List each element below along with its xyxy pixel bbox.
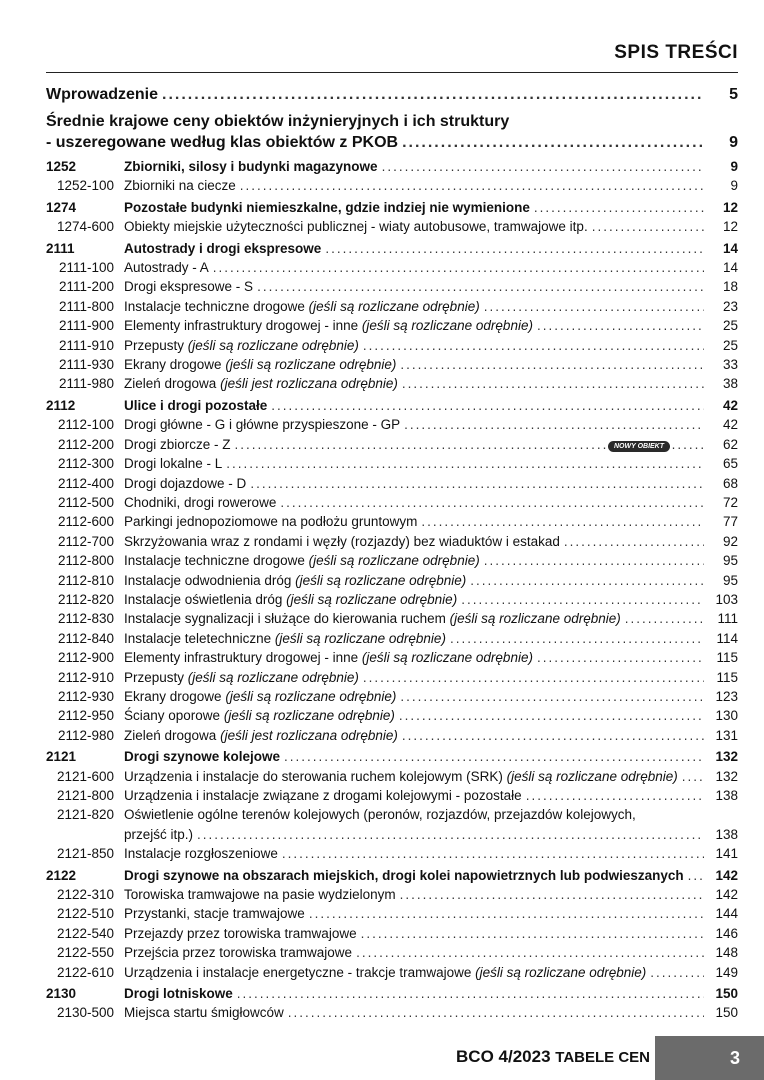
toc-entry-title-text: Torowiska tramwajowe na pasie wydzielonym bbox=[124, 887, 396, 903]
toc-entry-code: 2112-200 bbox=[57, 436, 114, 452]
toc-entry-row[interactable] bbox=[46, 747, 738, 766]
dot-leader bbox=[688, 866, 704, 885]
toc-entry-title-text: przejść itp.) bbox=[124, 826, 194, 842]
toc-entry-row[interactable] bbox=[46, 239, 738, 258]
toc-entry-page: 77 bbox=[722, 514, 738, 530]
toc-entry-code: 2111-910 bbox=[58, 337, 114, 353]
toc-entry-code: 2112-810 bbox=[57, 572, 114, 588]
dot-leader bbox=[484, 551, 704, 570]
toc-entry-title-text: Przystanki, stacje tramwajowe bbox=[124, 906, 305, 922]
dot-leader bbox=[650, 963, 704, 982]
toc-entry-page: 138 bbox=[715, 826, 738, 842]
toc-entry-page: 123 bbox=[715, 688, 738, 704]
footer-publication bbox=[380, 1047, 650, 1067]
toc-entry-row[interactable] bbox=[46, 454, 738, 473]
toc-entry-code: 2111-980 bbox=[58, 376, 114, 392]
toc-entry-page: 131 bbox=[715, 727, 738, 743]
toc-entry-row[interactable] bbox=[46, 825, 738, 844]
toc-entry-note: (jeśli są rozliczane odrębnie) bbox=[475, 964, 647, 980]
toc-entry-page: 42 bbox=[722, 417, 738, 433]
toc-entry-title-text: Elementy infrastruktury drogowej - inne bbox=[124, 318, 359, 334]
new-object-badge: NOWY OBIEKT bbox=[608, 441, 670, 452]
toc-entry-row[interactable] bbox=[46, 355, 738, 374]
toc-entry-page: 9 bbox=[730, 178, 738, 194]
dot-leader bbox=[400, 885, 704, 904]
toc-entry-code: 1252 bbox=[46, 159, 77, 174]
toc-entry-page: 150 bbox=[715, 986, 738, 1002]
toc-entry-page: 42 bbox=[722, 397, 738, 413]
dot-leader bbox=[288, 1003, 704, 1022]
toc-entry-row[interactable] bbox=[46, 571, 738, 590]
toc-entry-code: 2112-700 bbox=[57, 533, 114, 549]
toc-entry-code: 2121-850 bbox=[56, 846, 114, 862]
toc-entry-code: 2122-550 bbox=[56, 945, 114, 961]
dot-leader bbox=[257, 277, 704, 296]
toc-entry-title bbox=[124, 747, 280, 766]
toc-entry-title-text: Drogi zbiorcze - Z bbox=[124, 436, 231, 452]
toc-entry-row[interactable] bbox=[46, 551, 738, 570]
toc-entry-title bbox=[124, 239, 321, 258]
toc-entry-title bbox=[124, 844, 278, 863]
toc-section-title-line2: - uszeregowane według klas obiektów z PKOB bbox=[46, 134, 399, 151]
dot-leader bbox=[526, 786, 704, 805]
toc-entry-row[interactable] bbox=[46, 474, 738, 493]
toc-entry-code: 1274 bbox=[46, 199, 77, 215]
toc-entry-code: 1252-100 bbox=[56, 178, 114, 194]
toc-entry-row[interactable] bbox=[46, 844, 738, 863]
toc-entry-row[interactable] bbox=[46, 924, 738, 943]
toc-entry-title bbox=[124, 532, 560, 551]
toc-entry-title bbox=[124, 885, 396, 904]
toc-entry-code: 2122-510 bbox=[56, 906, 114, 922]
toc-entry-row[interactable] bbox=[46, 336, 738, 355]
dot-leader bbox=[325, 239, 704, 258]
toc-entry-note: (jeśli są rozliczane odrębnie) bbox=[225, 357, 397, 373]
dot-leader bbox=[484, 297, 704, 316]
toc-entry-title bbox=[124, 866, 684, 885]
toc-entry-row[interactable] bbox=[46, 943, 738, 962]
toc-entry-page: 14 bbox=[722, 240, 738, 256]
toc-entry-title-text: Zbiorniki na ciecze bbox=[124, 178, 236, 194]
toc-entry-page: 95 bbox=[722, 553, 738, 569]
toc-entry-title bbox=[124, 551, 480, 570]
toc-entry-note: (jeśli są rozliczane odrębnie) bbox=[506, 768, 678, 784]
toc-entry-code: 2121-600 bbox=[56, 768, 114, 784]
toc-entry-note: (jeśli są rozliczane odrębnie) bbox=[449, 611, 621, 627]
toc-entry-row[interactable] bbox=[46, 258, 738, 277]
toc-entry-note: (jeśli są rozliczane odrębnie) bbox=[308, 553, 480, 569]
toc-entry-row[interactable] bbox=[46, 648, 738, 667]
toc-entry-row[interactable] bbox=[46, 629, 738, 648]
dot-leader bbox=[400, 355, 704, 374]
toc-entry-page: 114 bbox=[716, 630, 738, 646]
dot-leader bbox=[361, 924, 704, 943]
toc-entry-title-text: Instalacje oświetlenia dróg bbox=[124, 591, 283, 607]
toc-entry-page: 68 bbox=[722, 475, 738, 491]
dot-leader bbox=[356, 943, 704, 962]
toc-entry-title bbox=[124, 316, 533, 335]
dot-leader bbox=[402, 132, 704, 153]
header-rule bbox=[46, 72, 738, 73]
toc-entry-note: (jeśli jest rozliczana odrębnie) bbox=[220, 727, 398, 743]
toc-entry-title bbox=[124, 493, 276, 512]
dot-leader bbox=[534, 198, 704, 217]
dot-leader bbox=[213, 258, 704, 277]
toc-entry-note: (jeśli są rozliczane odrębnie) bbox=[225, 688, 397, 704]
toc-entry-page: 141 bbox=[715, 846, 738, 862]
toc-entry-code: 2112-900 bbox=[57, 650, 114, 666]
toc-entry-title bbox=[124, 629, 446, 648]
dot-leader bbox=[592, 217, 704, 236]
toc-entry-page: 9 bbox=[730, 159, 738, 174]
toc-entry-title bbox=[124, 355, 396, 374]
footer-publication-title: BCO 4/2023 bbox=[456, 1047, 551, 1066]
toc-entry-page: 115 bbox=[716, 669, 738, 685]
toc-entry-title-text: Zieleń drogowa bbox=[124, 727, 217, 743]
toc-entry-row[interactable] bbox=[46, 963, 738, 982]
dot-leader bbox=[162, 84, 704, 105]
dot-leader bbox=[282, 844, 704, 863]
footer-subtitle: TABELE CEN bbox=[555, 1049, 650, 1066]
toc-entry-code: 2130-500 bbox=[56, 1005, 114, 1021]
toc-section-page: 9 bbox=[729, 134, 738, 151]
table-of-contents bbox=[46, 84, 738, 1023]
toc-entry-title bbox=[124, 726, 398, 745]
toc-entry-row[interactable] bbox=[46, 176, 738, 195]
toc-entry-note: (jeśli są rozliczane odrębnie) bbox=[361, 650, 533, 666]
dot-leader bbox=[564, 532, 704, 551]
dot-leader bbox=[400, 687, 704, 706]
toc-entry-title-text: Drogi ekspresowe - S bbox=[124, 279, 254, 295]
toc-entry-title-text: Ulice i drogi pozostałe bbox=[124, 397, 268, 413]
toc-entry-page: 103 bbox=[715, 591, 738, 607]
toc-entry-title-text: Chodniki, drogi rowerowe bbox=[124, 494, 277, 510]
toc-entry-title bbox=[124, 435, 231, 454]
toc-entry-title bbox=[124, 374, 398, 393]
toc-entry-row[interactable] bbox=[46, 297, 738, 316]
toc-entry-title bbox=[124, 277, 253, 296]
page-header-title: SPIS TREŚCI bbox=[614, 42, 738, 63]
dot-leader bbox=[461, 590, 704, 609]
toc-entry-code: 2112-600 bbox=[57, 514, 114, 530]
dot-leader bbox=[537, 648, 704, 667]
toc-entry-title bbox=[124, 454, 222, 473]
toc-entry-title-text: Miejsca startu śmigłowców bbox=[124, 1005, 284, 1021]
toc-entry-page: 111 bbox=[717, 611, 738, 627]
toc-entry-title bbox=[124, 609, 621, 628]
toc-entry-row[interactable] bbox=[46, 866, 738, 885]
toc-entry-code: 2111-200 bbox=[58, 279, 114, 295]
toc-entry-code: 2112 bbox=[46, 397, 76, 413]
toc-entry-code: 1274-600 bbox=[56, 219, 114, 235]
toc-entry-code: 2111-100 bbox=[58, 260, 114, 276]
toc-entry-page: 25 bbox=[722, 318, 738, 334]
dot-leader bbox=[284, 747, 704, 766]
toc-entry-title bbox=[124, 924, 357, 943]
toc-entry-note: (jeśli są rozliczane odrębnie) bbox=[361, 318, 533, 334]
toc-entry-note: (jeśli są rozliczane odrębnie) bbox=[286, 591, 458, 607]
toc-entry-title bbox=[124, 157, 378, 176]
toc-entry-title-text: Obiekty miejskie użyteczności publicznej - wiaty autobusowe, tramwajowe itp. bbox=[124, 219, 588, 235]
toc-entry-row[interactable] bbox=[46, 885, 738, 904]
toc-entry-code: 2112-500 bbox=[57, 494, 114, 510]
toc-entry-page: 12 bbox=[722, 199, 738, 215]
toc-entry-code: 2111-930 bbox=[58, 357, 114, 373]
toc-entry-title-text: Instalacje sygnalizacji i służące do kierowania ruchem bbox=[124, 611, 446, 627]
toc-entry-code: 2112-820 bbox=[57, 591, 114, 607]
toc-entry-code: 2112-840 bbox=[57, 630, 114, 646]
toc-entry-code: 2121 bbox=[46, 749, 77, 765]
toc-entry-page: 25 bbox=[722, 337, 738, 353]
toc-entry-row[interactable] bbox=[46, 396, 738, 415]
toc-entry-note: (jeśli są rozliczane odrębnie) bbox=[308, 298, 480, 314]
toc-entry-title bbox=[124, 786, 522, 805]
toc-entry-page: 142 bbox=[715, 867, 738, 883]
toc-entry-row[interactable] bbox=[46, 493, 738, 512]
toc-entry-title-text: Przepusty bbox=[124, 337, 185, 353]
toc-entry-code: 2112-800 bbox=[57, 553, 114, 569]
toc-entry-code: 2121-800 bbox=[56, 788, 114, 803]
toc-entry-title-text: Urządzenia i instalacje związane z drogami kolejowymi - pozostałe bbox=[124, 788, 522, 803]
toc-entry-title bbox=[124, 571, 466, 590]
toc-intro-row[interactable] bbox=[46, 84, 738, 105]
dot-leader bbox=[421, 512, 704, 531]
toc-entry-row[interactable] bbox=[46, 217, 738, 236]
toc-entry-title-text: Instalacje techniczne drogowe bbox=[124, 298, 305, 314]
toc-entry-title bbox=[124, 1003, 284, 1022]
toc-entry-code: 2112-950 bbox=[57, 708, 114, 724]
toc-entry-row[interactable] bbox=[46, 1003, 738, 1022]
toc-entry-title bbox=[124, 648, 533, 667]
toc-entry-title-text: Urządzenia i instalacje energetyczne - trakcje tramwajowe bbox=[124, 964, 472, 980]
toc-entry-title-text: Autostrady - A bbox=[124, 260, 209, 276]
toc-entry-title-text: Drogi lokalne - L bbox=[124, 456, 223, 472]
toc-entry-title bbox=[124, 217, 588, 236]
dot-leader bbox=[402, 726, 704, 745]
toc-entry-title-text: Elementy infrastruktury drogowej - inne bbox=[124, 650, 359, 666]
toc-entry-row[interactable] bbox=[46, 374, 738, 393]
toc-entry-code: 2111-900 bbox=[58, 318, 114, 334]
toc-entry-title bbox=[124, 590, 457, 609]
toc-entry-title-text: Drogi lotniskowe bbox=[124, 986, 233, 1002]
toc-entry-title-text: Ekrany drogowe bbox=[124, 688, 222, 704]
toc-entry-page: 150 bbox=[715, 1005, 738, 1021]
toc-entry-page: 146 bbox=[715, 925, 738, 941]
toc-entry-row[interactable] bbox=[46, 590, 738, 609]
toc-entry-page: 149 bbox=[715, 964, 738, 980]
toc-entry-title bbox=[124, 825, 193, 844]
toc-entry-title bbox=[124, 943, 352, 962]
toc-entry-title bbox=[124, 668, 359, 687]
toc-entry-row[interactable] bbox=[46, 786, 738, 805]
footer-page-number: 3 bbox=[655, 1036, 764, 1080]
toc-entry-page: 115 bbox=[716, 650, 738, 666]
toc-entry-page: 95 bbox=[722, 572, 738, 588]
toc-entry-code: 2111-800 bbox=[58, 298, 114, 314]
dot-leader bbox=[280, 493, 704, 512]
toc-entry-title bbox=[124, 805, 636, 824]
toc-entry-code: 2122 bbox=[46, 867, 77, 883]
dot-leader bbox=[309, 904, 704, 923]
toc-entry-title-text: Zbiorniki, silosy i budynki magazynowe bbox=[124, 159, 378, 174]
toc-entries bbox=[46, 157, 738, 1023]
toc-entry-code: 2121-820 bbox=[56, 807, 114, 823]
toc-entry-note: (jeśli są rozliczane odrębnie) bbox=[274, 630, 446, 646]
toc-entry-title-text: Drogi dojazdowe - D bbox=[124, 475, 247, 491]
toc-entry-title bbox=[124, 512, 417, 531]
toc-entry-page: 130 bbox=[715, 708, 738, 724]
toc-entry-row[interactable] bbox=[46, 532, 738, 551]
toc-entry-title-text: Instalacje teletechniczne bbox=[124, 630, 272, 646]
toc-entry-title bbox=[124, 415, 400, 434]
dot-leader bbox=[363, 336, 704, 355]
toc-entry-code: 2112-910 bbox=[57, 669, 114, 685]
toc-entry-title bbox=[124, 706, 395, 725]
toc-entry-code: 2112-830 bbox=[57, 611, 114, 627]
dot-leader bbox=[363, 668, 704, 687]
toc-entry-title bbox=[124, 336, 359, 355]
dot-leader bbox=[197, 825, 704, 844]
toc-entry-title-text: Drogi główne - G i główne przyspieszone - GP bbox=[124, 417, 401, 433]
toc-entry-note: (jeśli są rozliczane odrębnie) bbox=[187, 337, 359, 353]
toc-entry-code: 2111 bbox=[46, 240, 75, 256]
toc-entry-row[interactable] bbox=[46, 415, 738, 434]
toc-entry-page: 144 bbox=[715, 906, 738, 922]
toc-entry-row[interactable] bbox=[46, 706, 738, 725]
toc-entry-row[interactable] bbox=[46, 198, 738, 217]
toc-entry-note: (jeśli są rozliczane odrębnie) bbox=[223, 708, 395, 724]
toc-entry-title-text: Drogi szynowe kolejowe bbox=[124, 749, 281, 765]
toc-entry-code: 2112-300 bbox=[57, 456, 114, 472]
toc-entry-code: 2112-930 bbox=[57, 688, 114, 704]
toc-entry-code: 2122-310 bbox=[56, 887, 114, 903]
toc-entry-page: 142 bbox=[715, 887, 738, 903]
toc-entry-title bbox=[124, 297, 480, 316]
dot-leader bbox=[240, 176, 704, 195]
toc-entry-page: 18 bbox=[722, 279, 738, 295]
toc-entry-row[interactable] bbox=[46, 668, 738, 687]
toc-entry-row[interactable] bbox=[46, 984, 738, 1003]
toc-entry-title-text: Instalacje rozgłoszeniowe bbox=[124, 846, 278, 862]
toc-entry-title-text: Przepusty bbox=[124, 669, 185, 685]
toc-entry-code: 2112-100 bbox=[57, 417, 114, 433]
toc-entry-title bbox=[124, 176, 236, 195]
toc-entry-code: 2112-400 bbox=[57, 475, 114, 491]
dot-leader bbox=[237, 984, 704, 1003]
toc-entry-page: 72 bbox=[722, 494, 738, 510]
dot-leader bbox=[450, 629, 704, 648]
toc-entry-title bbox=[124, 198, 530, 217]
toc-entry-row[interactable] bbox=[46, 512, 738, 531]
toc-entry-title bbox=[124, 904, 305, 923]
toc-entry-title-text: Oświetlenie ogólne terenów kolejowych (peronów, rozjazdów, przejazdów kolejowych, bbox=[124, 807, 636, 823]
toc-entry-title bbox=[124, 474, 246, 493]
dot-leader bbox=[537, 316, 704, 335]
toc-entry-row[interactable] bbox=[46, 277, 738, 296]
toc-entry-note: (jeśli jest rozliczana odrębnie) bbox=[220, 376, 398, 392]
toc-entry-page: 23 bbox=[722, 298, 738, 314]
toc-entry-row[interactable] bbox=[46, 904, 738, 923]
toc-entry-title-text: Pozostałe budynki niemieszkalne, gdzie indziej nie wymienione bbox=[124, 199, 530, 215]
toc-entry-code: 2112-980 bbox=[57, 727, 114, 743]
toc-entry-title-text: Skrzyżowania wraz z rondami i węzły (rozjazdy) bez wiaduktów i estakad bbox=[124, 533, 560, 549]
toc-entry-page: 38 bbox=[722, 376, 738, 392]
toc-intro-title: Wprowadzenie bbox=[46, 86, 159, 103]
dot-leader bbox=[402, 374, 704, 393]
toc-entry-row[interactable] bbox=[46, 157, 738, 176]
dot-leader bbox=[682, 767, 704, 786]
dot-leader bbox=[625, 609, 704, 628]
toc-entry-page: 92 bbox=[722, 533, 738, 549]
toc-entry-title-text: Zieleń drogowa bbox=[124, 376, 217, 392]
toc-entry-row[interactable] bbox=[46, 805, 738, 824]
toc-entry-page: 138 bbox=[715, 788, 738, 803]
toc-intro-page: 5 bbox=[729, 86, 738, 103]
toc-entry-row[interactable] bbox=[46, 609, 738, 628]
toc-entry-page: 148 bbox=[715, 945, 738, 961]
toc-entry-title-text: Instalacje odwodnienia dróg bbox=[124, 572, 292, 588]
toc-section-title-line1: Średnie krajowe ceny obiektów inżynieryjnych i ich struktury bbox=[46, 113, 510, 130]
dot-leader bbox=[226, 454, 704, 473]
toc-entry-row[interactable] bbox=[46, 767, 738, 786]
toc-entry-code: 2122-610 bbox=[56, 964, 114, 980]
toc-entry-row[interactable] bbox=[46, 726, 738, 745]
toc-entry-page: 33 bbox=[722, 357, 738, 373]
toc-entry-code: 2130 bbox=[46, 986, 77, 1002]
toc-entry-title-text: Instalacje techniczne drogowe bbox=[124, 553, 305, 569]
toc-entry-note: (jeśli są rozliczane odrębnie) bbox=[295, 572, 467, 588]
dot-leader bbox=[404, 415, 704, 434]
toc-entry-page: 12 bbox=[722, 219, 738, 235]
toc-entry-title-text: Autostrady i drogi ekspresowe bbox=[124, 240, 322, 256]
toc-entry-note: (jeśli są rozliczane odrębnie) bbox=[187, 669, 359, 685]
toc-entry-title-text: Przejścia przez torowiska tramwajowe bbox=[124, 945, 353, 961]
toc-entry-title bbox=[124, 687, 396, 706]
toc-entry-title-text: Przejazdy przez torowiska tramwajowe bbox=[124, 925, 357, 941]
toc-entry-page: 65 bbox=[722, 456, 738, 472]
dot-leader bbox=[399, 706, 704, 725]
toc-entry-code: 2122-540 bbox=[56, 925, 114, 941]
toc-entry-title-text: Urządzenia i instalacje do sterowania ruchem kolejowym (SRK) bbox=[124, 768, 503, 784]
toc-entry-row[interactable] bbox=[46, 687, 738, 706]
toc-entry-page: 132 bbox=[715, 768, 738, 784]
toc-entry-title-text: Ekrany drogowe bbox=[124, 357, 222, 373]
toc-entry-title bbox=[124, 258, 209, 277]
dot-leader bbox=[382, 157, 704, 176]
toc-section-row[interactable] bbox=[46, 132, 738, 153]
toc-entry-title-text: Parkingi jednopoziomowe na podłożu gruntowym bbox=[124, 514, 418, 530]
toc-entry-title bbox=[124, 767, 678, 786]
toc-entry-title bbox=[124, 396, 267, 415]
toc-entry-page: 62 bbox=[722, 436, 738, 452]
dot-leader bbox=[271, 396, 704, 415]
toc-entry-title bbox=[124, 963, 646, 982]
toc-entry-page: 14 bbox=[722, 260, 738, 276]
toc-entry-title bbox=[124, 984, 233, 1003]
toc-entry-row[interactable] bbox=[46, 316, 738, 335]
dot-leader bbox=[250, 474, 704, 493]
toc-entry-title-text: Drogi szynowe na obszarach miejskich, drogi kolei napowietrznych lub podwieszanych bbox=[124, 867, 684, 883]
toc-entry-title-text: Ściany oporowe bbox=[124, 708, 221, 724]
toc-entry-page: 132 bbox=[715, 749, 738, 765]
dot-leader bbox=[470, 571, 704, 590]
